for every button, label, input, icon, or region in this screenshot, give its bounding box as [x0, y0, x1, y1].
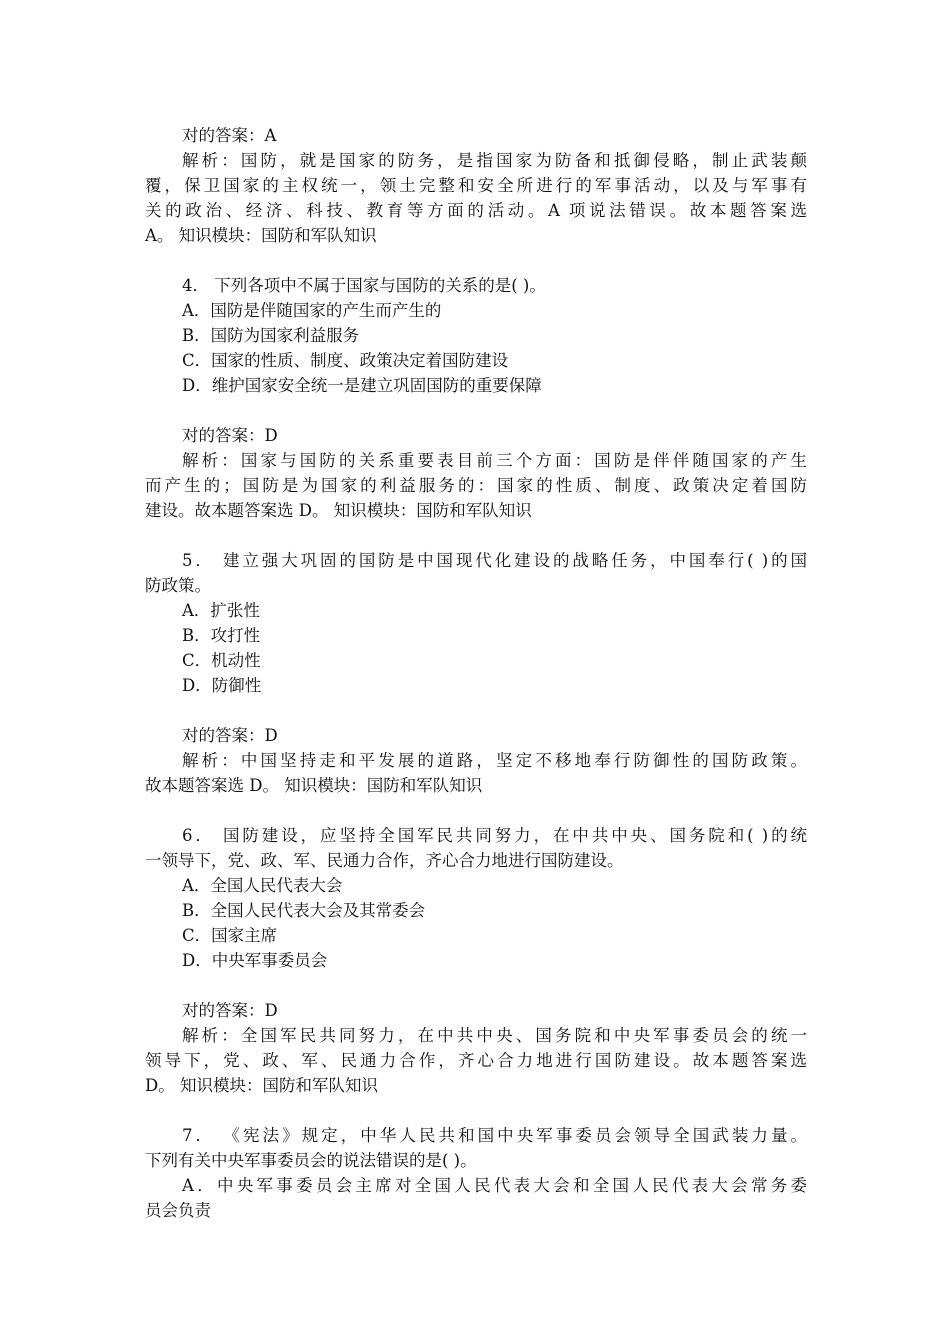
answer-line: 对的答案：D — [182, 726, 278, 745]
analysis-line: 而产生的；国防是为国家的利益服务的：国家的性质、制度、政策决定着国防 — [145, 476, 807, 495]
question-stem: 防政策。 — [145, 576, 211, 595]
analysis-line: D。 知识模块：国防和军队知识 — [145, 1076, 378, 1095]
option-item: C．国家主席 — [182, 926, 278, 945]
analysis-line: 建设。故本题答案选 D。 知识模块：国防和军队知识 — [145, 501, 532, 520]
analysis-line: 解析：国家与国防的关系重要表目前三个方面：国防是伴伴随国家的产生 — [182, 451, 807, 470]
question-stem: 7． 《宪法》规定，中华人民共和国中央军事委员会领导全国武装力量。 — [182, 1126, 807, 1145]
option-item: C．国家的性质、制度、政策决定着国防建设 — [182, 351, 509, 370]
option-item: A．扩张性 — [182, 601, 260, 620]
question-stem: 一领导下，党、政、军、民通力合作，齐心合力地进行国防建设。 — [145, 851, 624, 870]
option-item: A．全国人民代表大会 — [182, 876, 343, 895]
document-page — [145, 123, 807, 1223]
analysis-line: 解析：国防，就是国家的防务，是指国家为防备和抵御侵略，制止武装颠 — [182, 151, 807, 170]
analysis-line: A。 知识模块：国防和军队知识 — [145, 226, 377, 245]
option-item: D．维护国家安全统一是建立巩固国防的重要保障 — [182, 376, 542, 395]
question-stem: 4． 下列各项中不属于国家与国防的关系的是( )。 — [182, 276, 546, 295]
analysis-line: 覆，保卫国家的主权统一，领土完整和安全所进行的军事活动，以及与军事有 — [145, 176, 807, 195]
option-item: C．机动性 — [182, 651, 261, 670]
answer-line: 对的答案：A — [182, 126, 277, 145]
option-item: D．中央军事委员会 — [182, 951, 328, 970]
analysis-line: 故本题答案选 D。 知识模块：国防和军队知识 — [145, 776, 483, 795]
option-item: A．国防是伴随国家的产生而产生的 — [182, 301, 442, 320]
analysis-line: 关的政治、经济、科技、教育等方面的活动。A 项说法错误。故本题答案选 — [145, 201, 807, 220]
option-item: A．中央军事委员会主席对全国人民代表大会和全国人民代表大会常务委 — [182, 1176, 807, 1195]
option-item: B．攻打性 — [182, 626, 261, 645]
analysis-line: 解析：全国军民共同努力，在中共中央、国务院和中央军事委员会的统一 — [182, 1026, 807, 1045]
question-stem: 6． 国防建设，应坚持全国军民共同努力，在中共中央、国务院和( )的统 — [182, 826, 807, 845]
question-stem: 下列有关中央军事委员会的说法错误的是( )。 — [145, 1151, 477, 1170]
option-item: D．防御性 — [182, 676, 262, 695]
question-stem: 5． 建立强大巩固的国防是中国现代化建设的战略任务，中国奉行( )的国 — [182, 551, 807, 570]
option-item-continued: 员会负责 — [145, 1201, 211, 1220]
answer-line: 对的答案：D — [182, 1001, 278, 1020]
analysis-line: 解析：中国坚持走和平发展的道路，坚定不移地奉行防御性的国防政策。 — [182, 751, 807, 770]
option-item: B．国防为国家利益服务 — [182, 326, 360, 345]
option-item: B．全国人民代表大会及其常委会 — [182, 901, 426, 920]
analysis-line: 领导下，党、政、军、民通力合作，齐心合力地进行国防建设。故本题答案选 — [145, 1051, 807, 1070]
answer-line: 对的答案：D — [182, 426, 278, 445]
